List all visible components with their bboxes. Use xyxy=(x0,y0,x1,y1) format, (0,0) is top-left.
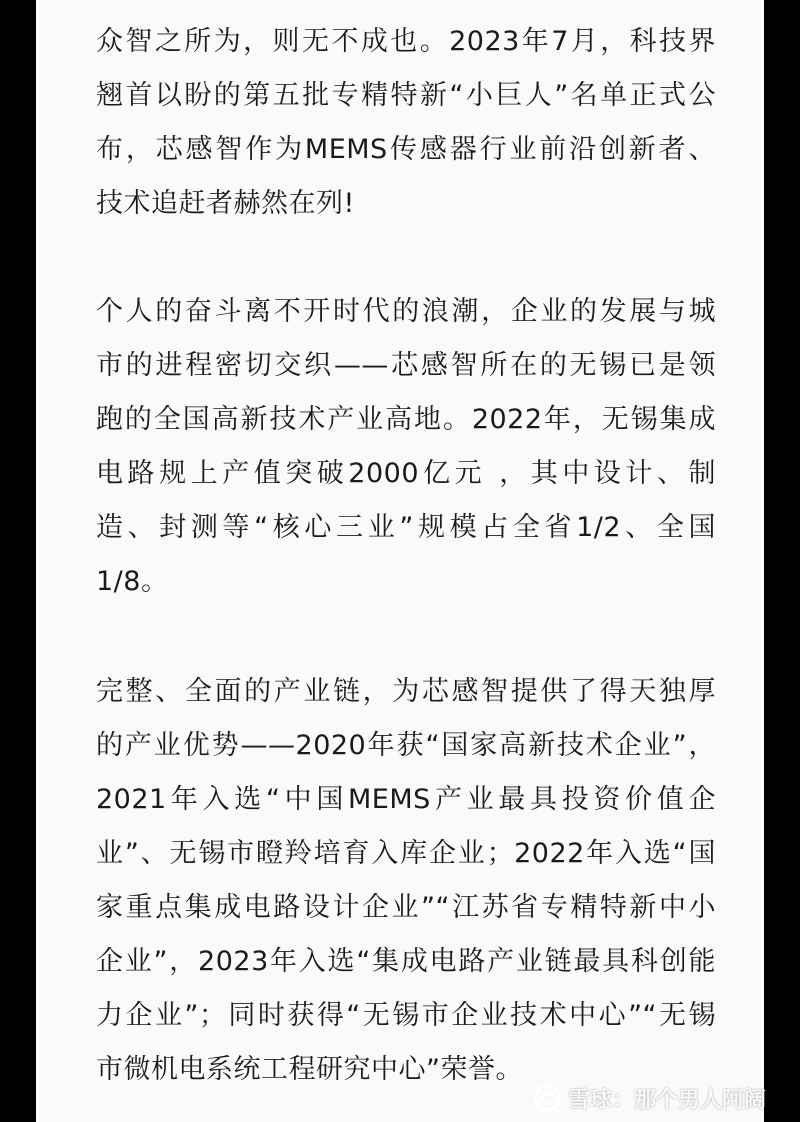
left-border xyxy=(0,0,36,1122)
text-line: 电路规上产值突破2000亿元 ，其中设计、制 xyxy=(96,458,716,489)
text-line: 家重点集成电路设计企业”“江苏省专精特新中小 xyxy=(96,892,716,923)
text-line: 业”、无锡市瞪羚培育入库企业；2022年入选“国 xyxy=(96,838,716,869)
text-line: 跑的全国高新技术产业高地。2022年，无锡集成 xyxy=(96,404,716,435)
text-line: 市微机电系统工程研究中心”荣誉。 xyxy=(96,1054,523,1085)
text-line: 个人的奋斗离不开时代的浪潮，企业的发展与城 xyxy=(96,296,716,327)
text-line: 2021年入选“中国MEMS产业最具投资价值企 xyxy=(96,784,716,815)
snowball-logo-icon xyxy=(532,1083,562,1113)
right-border xyxy=(764,0,800,1122)
text-line: 技术追赶者赫然在列! xyxy=(96,188,355,219)
paragraph-3 xyxy=(96,665,716,1097)
text-line: 企业”，2023年入选“集成电路产业链最具科创能 xyxy=(96,946,716,977)
text-line: 众智之所为，则无不成也。2023年7月，科技界 xyxy=(96,26,716,57)
text-line: 1/8。 xyxy=(96,566,169,597)
text-line: 造、封测等“核心三业”规模占全省1/2、全国 xyxy=(96,512,716,543)
text-line: 完整、全面的产业链，为芯感智提供了得天独厚 xyxy=(96,676,716,707)
text-line: 的产业优势——2020年获“国家高新技术企业”， xyxy=(96,730,716,761)
paragraph-2 xyxy=(96,285,716,609)
paragraph-1 xyxy=(96,15,716,231)
article-page xyxy=(36,0,767,1122)
watermark-text: 雪球：那个男人阿阔 xyxy=(568,1087,767,1113)
text-line: 布，芯感智作为MEMS传感器行业前沿创新者、 xyxy=(96,134,716,165)
text-line: 市的进程密切交织——芯感智所在的无锡已是领 xyxy=(96,350,716,381)
text-line: 翘首以盼的第五批专精特新“小巨人”名单正式公 xyxy=(96,80,716,111)
watermark xyxy=(532,1078,766,1118)
text-line: 力企业”；同时获得“无锡市企业技术中心”“无锡 xyxy=(96,1000,716,1031)
